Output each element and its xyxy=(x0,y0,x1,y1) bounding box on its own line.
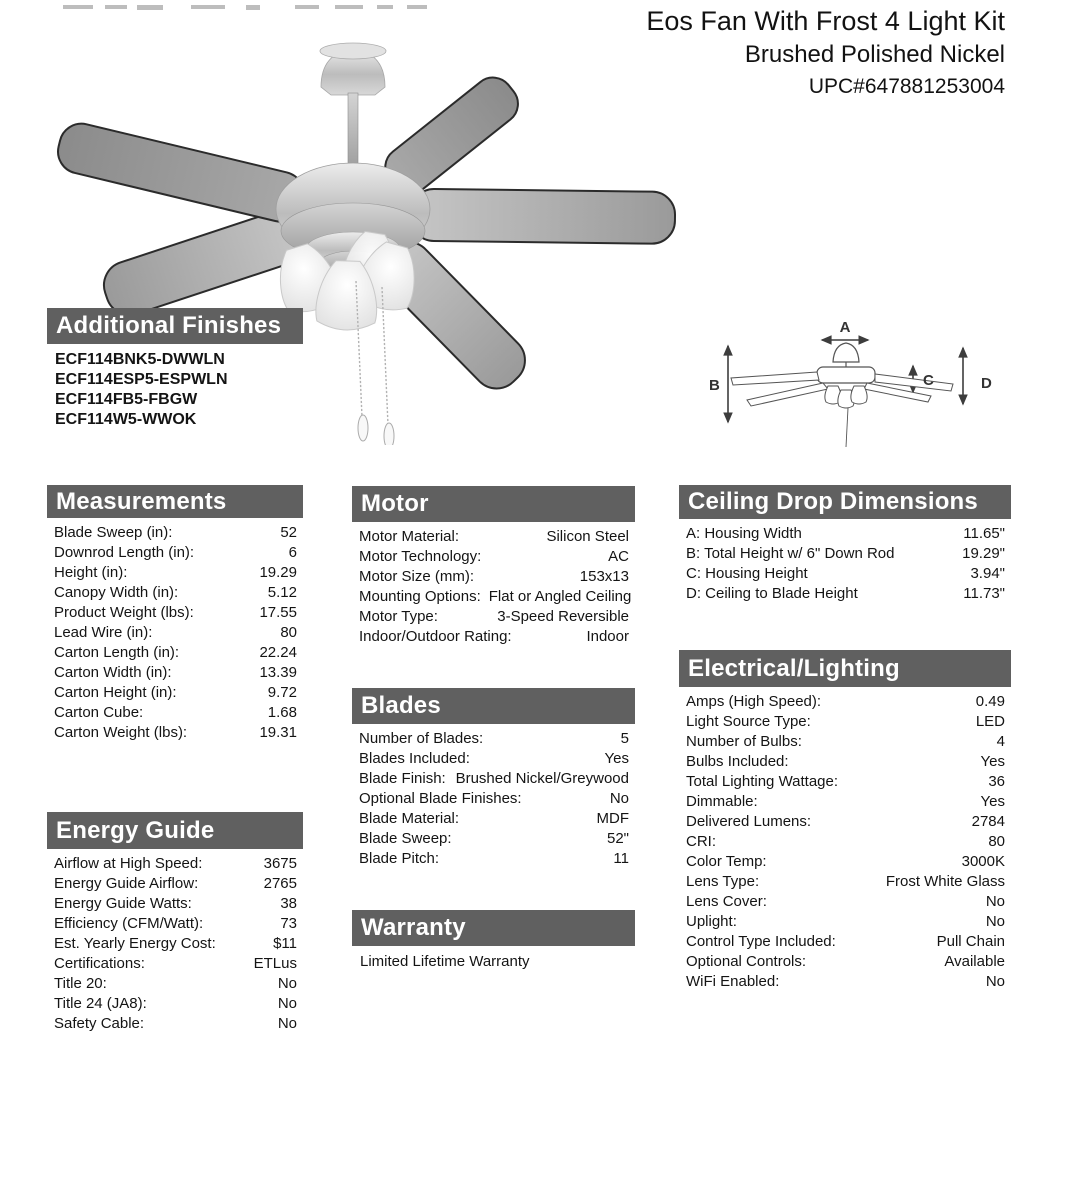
diagram-label-c: C xyxy=(923,372,934,389)
spec-label: Blade Finish: xyxy=(359,770,446,787)
spec-label: Motor Size (mm): xyxy=(359,568,475,585)
electrical-lighting-header: Electrical/Lighting xyxy=(679,650,1011,687)
spec-row xyxy=(47,683,303,703)
spec-value: 153x13 xyxy=(579,568,629,585)
spec-row xyxy=(679,912,1011,932)
warranty-header: Warranty xyxy=(352,910,635,946)
finish-code: ECF114ESP5-ESPWLN xyxy=(55,371,228,388)
spec-label: Est. Yearly Energy Cost: xyxy=(54,935,216,952)
spec-row xyxy=(352,547,635,567)
spec-label: Efficiency (CFM/Watt): xyxy=(54,915,204,932)
spec-row xyxy=(47,874,303,894)
spec-row xyxy=(352,729,635,749)
measurements-rows xyxy=(47,523,303,743)
section-blades xyxy=(352,688,635,869)
spec-label: Carton Height (in): xyxy=(54,684,177,701)
spec-row xyxy=(47,1014,303,1034)
spec-row xyxy=(47,663,303,683)
spec-label: A: Housing Width xyxy=(686,525,802,542)
spec-value: No xyxy=(985,913,1005,930)
spec-row xyxy=(679,752,1011,772)
spec-label: Canopy Width (in): xyxy=(54,584,179,601)
spec-value: Yes xyxy=(980,793,1005,810)
spec-row xyxy=(679,972,1011,992)
spec-row xyxy=(47,723,303,743)
spec-label: Delivered Lumens: xyxy=(686,813,812,830)
spec-row xyxy=(679,852,1011,872)
spec-row xyxy=(352,769,635,789)
spec-label: D: Ceiling to Blade Height xyxy=(686,585,858,602)
electrical-lighting-rows xyxy=(679,692,1011,992)
additional-finishes-list xyxy=(47,350,303,430)
spec-value: No xyxy=(277,995,297,1012)
spec-row xyxy=(679,892,1011,912)
spec-row xyxy=(679,932,1011,952)
section-warranty xyxy=(352,910,635,970)
spec-row xyxy=(679,692,1011,712)
spec-label: Control Type Included: xyxy=(686,933,836,950)
spec-value: 3675 xyxy=(263,855,297,872)
spec-value: 52 xyxy=(280,524,297,541)
spec-value: 3-Speed Reversible xyxy=(497,608,629,625)
spec-label: Blades Included: xyxy=(359,750,470,767)
finish-code: ECF114FB5-FBGW xyxy=(55,391,198,408)
spec-label: Bulbs Included: xyxy=(686,753,789,770)
motor-rows xyxy=(352,527,635,647)
spec-value: 36 xyxy=(988,773,1005,790)
spec-value: Yes xyxy=(604,750,629,767)
spec-value: Available xyxy=(944,953,1005,970)
spec-label: CRI: xyxy=(686,833,716,850)
spec-value: 6 xyxy=(288,544,297,561)
spec-row xyxy=(679,712,1011,732)
spec-value: 19.31 xyxy=(259,724,297,741)
energy-guide-rows xyxy=(47,854,303,1034)
spec-row xyxy=(47,974,303,994)
spec-label: Airflow at High Speed: xyxy=(54,855,203,872)
spec-label: Carton Length (in): xyxy=(54,644,180,661)
energy-guide-header: Energy Guide xyxy=(47,812,303,849)
spec-value: 2784 xyxy=(971,813,1005,830)
spec-value: ETLus xyxy=(253,955,297,972)
spec-value: 11.73" xyxy=(963,585,1005,602)
spec-label: Safety Cable: xyxy=(54,1015,145,1032)
spec-label: Color Temp: xyxy=(686,853,767,870)
spec-row xyxy=(679,732,1011,752)
ceiling-drop-rows xyxy=(679,524,1011,604)
spec-row xyxy=(352,527,635,547)
spec-label: Energy Guide Airflow: xyxy=(54,875,199,892)
spec-label: Indoor/Outdoor Rating: xyxy=(359,628,512,645)
spec-label: Carton Weight (lbs): xyxy=(54,724,188,741)
spec-label: Uplight: xyxy=(686,913,737,930)
spec-label: Optional Controls: xyxy=(686,953,807,970)
spec-label: Product Weight (lbs): xyxy=(54,604,194,621)
spec-value: 38 xyxy=(280,895,297,912)
spec-label: WiFi Enabled: xyxy=(686,973,780,990)
spec-value: 9.72 xyxy=(267,684,297,701)
spec-value: Indoor xyxy=(586,628,629,645)
spec-value: 4 xyxy=(996,733,1005,750)
spec-value: No xyxy=(609,790,629,807)
spec-value: Silicon Steel xyxy=(546,528,629,545)
spec-row xyxy=(352,567,635,587)
spec-row xyxy=(679,812,1011,832)
spec-value: Brushed Nickel/Greywood xyxy=(455,770,629,787)
spec-value: No xyxy=(277,1015,297,1032)
blades-rows xyxy=(352,729,635,869)
spec-row xyxy=(352,607,635,627)
spec-value: 17.55 xyxy=(259,604,297,621)
spec-row xyxy=(47,583,303,603)
section-ceiling-drop-dimensions xyxy=(679,485,1011,604)
spec-label: Dimmable: xyxy=(686,793,758,810)
spec-row xyxy=(679,544,1011,564)
spec-value: 11.65" xyxy=(963,525,1005,542)
warranty-note: Limited Lifetime Warranty xyxy=(360,953,530,970)
spec-label: Light Source Type: xyxy=(686,713,811,730)
spec-row xyxy=(352,749,635,769)
spec-label: Blade Sweep (in): xyxy=(54,524,173,541)
section-electrical-lighting xyxy=(679,650,1011,992)
spec-row xyxy=(47,934,303,954)
fan-canopy xyxy=(320,43,386,95)
spec-label: Downrod Length (in): xyxy=(54,544,195,561)
product-title-block xyxy=(646,4,1005,102)
spec-label: Blade Pitch: xyxy=(359,850,440,867)
product-finish: Brushed Polished Nickel xyxy=(744,41,1005,68)
fan-dimension-diagram xyxy=(695,300,1015,450)
finish-code: ECF114W5-WWOK xyxy=(55,411,197,428)
spec-row xyxy=(679,832,1011,852)
spec-value: 52" xyxy=(606,830,629,847)
spec-value: LED xyxy=(975,713,1005,730)
cropped-logo xyxy=(63,0,433,8)
spec-value: 5.12 xyxy=(267,584,297,601)
spec-label: Optional Blade Finishes: xyxy=(359,790,522,807)
spec-row xyxy=(352,789,635,809)
spec-value: 0.49 xyxy=(975,693,1005,710)
spec-label: Motor Type: xyxy=(359,608,438,625)
section-measurements xyxy=(47,485,303,743)
spec-label: Motor Technology: xyxy=(359,548,482,565)
diagram-label-a: A xyxy=(839,319,851,336)
spec-label: Title 20: xyxy=(54,975,107,992)
spec-row xyxy=(47,523,303,543)
spec-row xyxy=(47,994,303,1014)
spec-value: 3.94" xyxy=(970,565,1005,582)
spec-label: Blade Material: xyxy=(359,810,460,827)
spec-value: 80 xyxy=(280,624,297,641)
spec-row xyxy=(679,872,1011,892)
diagram-label-b: B xyxy=(709,377,720,394)
spec-label: Motor Material: xyxy=(359,528,460,545)
spec-row xyxy=(47,563,303,583)
spec-value: $11 xyxy=(273,935,297,952)
spec-row xyxy=(679,792,1011,812)
spec-row xyxy=(47,854,303,874)
spec-row xyxy=(352,627,635,647)
spec-label: Carton Width (in): xyxy=(54,664,172,681)
section-motor xyxy=(352,486,635,647)
spec-row xyxy=(352,809,635,829)
spec-row xyxy=(352,587,635,607)
motor-header: Motor xyxy=(352,486,635,522)
spec-value: 13.39 xyxy=(259,664,297,681)
ceiling-drop-header: Ceiling Drop Dimensions xyxy=(679,485,1011,519)
spec-label: Total Lighting Wattage: xyxy=(686,773,839,790)
spec-value: 80 xyxy=(988,833,1005,850)
spec-row xyxy=(47,603,303,623)
spec-label: Lens Type: xyxy=(686,873,760,890)
spec-row xyxy=(352,849,635,869)
spec-value: 73 xyxy=(280,915,297,932)
spec-row xyxy=(679,772,1011,792)
product-title: Eos Fan With Frost 4 Light Kit xyxy=(646,6,1005,36)
spec-row xyxy=(47,543,303,563)
finish-code: ECF114BNK5-DWWLN xyxy=(55,351,225,368)
section-additional-finishes xyxy=(47,308,303,430)
spec-label: Certifications: xyxy=(54,955,145,972)
spec-label: Lead Wire (in): xyxy=(54,624,153,641)
additional-finishes-header: Additional Finishes xyxy=(47,308,303,344)
spec-value: 19.29 xyxy=(259,564,297,581)
spec-label: Amps (High Speed): xyxy=(686,693,822,710)
spec-value: 3000K xyxy=(961,853,1005,870)
spec-row xyxy=(47,703,303,723)
spec-row xyxy=(679,524,1011,544)
spec-label: Mounting Options: xyxy=(359,588,481,605)
spec-value: Pull Chain xyxy=(936,933,1005,950)
spec-value: 1.68 xyxy=(267,704,297,721)
spec-label: Title 24 (JA8): xyxy=(54,995,147,1012)
spec-value: MDF xyxy=(596,810,629,827)
spec-value: Frost White Glass xyxy=(885,873,1005,890)
spec-row xyxy=(352,829,635,849)
spec-value: 22.24 xyxy=(259,644,297,661)
spec-value: 5 xyxy=(620,730,629,747)
spec-row xyxy=(47,954,303,974)
spec-row xyxy=(47,894,303,914)
spec-label: Lens Cover: xyxy=(686,893,767,910)
spec-value: 19.29" xyxy=(962,545,1005,562)
cropped-logo-marks xyxy=(63,5,433,13)
spec-label: Number of Bulbs: xyxy=(686,733,802,750)
spec-label: Carton Cube: xyxy=(54,704,144,721)
fan-downrod xyxy=(348,93,358,171)
spec-row xyxy=(679,584,1011,604)
spec-row xyxy=(47,623,303,643)
spec-label: C: Housing Height xyxy=(686,565,808,582)
spec-row xyxy=(679,952,1011,972)
spec-label: Energy Guide Watts: xyxy=(54,895,192,912)
spec-value: No xyxy=(277,975,297,992)
spec-value: 11 xyxy=(613,850,629,867)
spec-row xyxy=(47,914,303,934)
diagram-label-d: D xyxy=(981,375,992,392)
spec-value: AC xyxy=(608,548,629,565)
spec-row xyxy=(47,643,303,663)
spec-row xyxy=(679,564,1011,584)
spec-label: B: Total Height w/ 6" Down Rod xyxy=(686,545,895,562)
spec-value: No xyxy=(985,893,1005,910)
blades-header: Blades xyxy=(352,688,635,724)
spec-value: Flat or Angled Ceiling xyxy=(488,588,632,605)
spec-label: Height (in): xyxy=(54,564,128,581)
product-upc: UPC#647881253004 xyxy=(808,75,1005,98)
spec-label: Number of Blades: xyxy=(359,730,484,747)
section-energy-guide xyxy=(47,812,303,1034)
spec-label: Blade Sweep: xyxy=(359,830,452,847)
spec-value: Yes xyxy=(980,753,1005,770)
measurements-header: Measurements xyxy=(47,485,303,518)
spec-value: 2765 xyxy=(263,875,297,892)
spec-value: No xyxy=(985,973,1005,990)
